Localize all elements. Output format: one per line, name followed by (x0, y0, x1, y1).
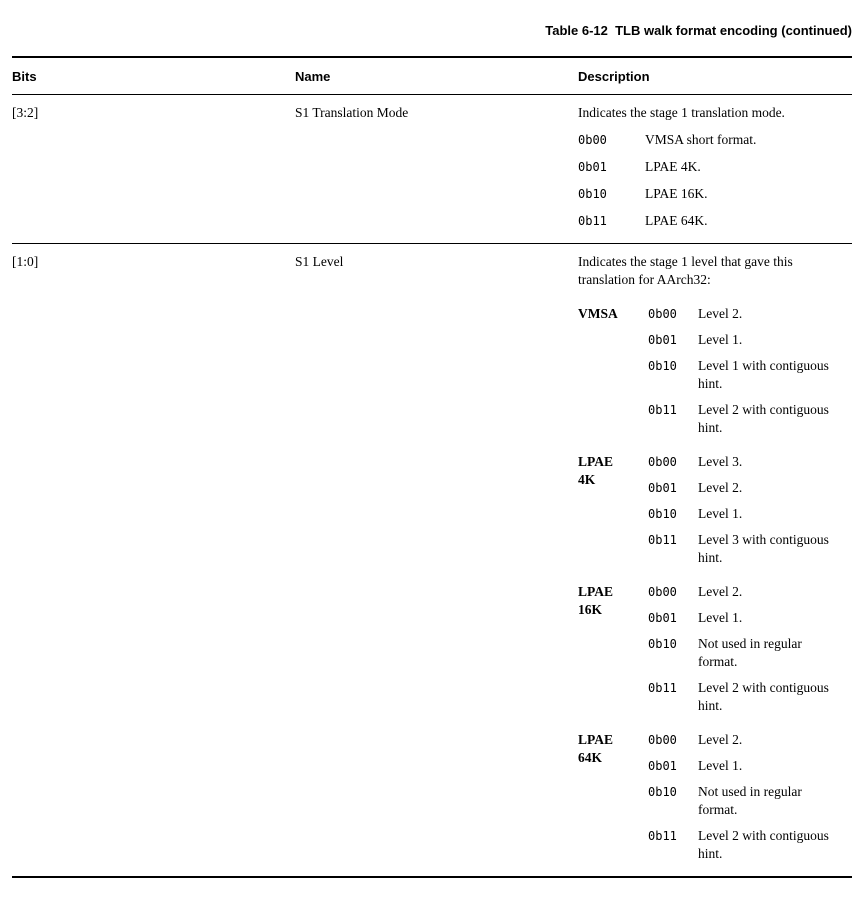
encoding-entry (648, 583, 836, 601)
encoding-code: 0b00 (578, 133, 607, 147)
encoding-meaning: Level 1 with contiguous hint. (698, 358, 829, 391)
column-header-description: Description (578, 69, 650, 84)
format-group-label: LPAE 16K (578, 584, 614, 617)
encoding-entry (578, 158, 852, 176)
encoding-entry (648, 635, 836, 671)
description-intro: Indicates the stage 1 translation mode. (578, 105, 785, 120)
encoding-entry (648, 505, 836, 523)
encoding-code: 0b11 (578, 214, 607, 228)
encoding-meaning: Level 2 with contiguous hint. (698, 680, 829, 713)
encoding-code: 0b01 (648, 333, 677, 347)
encoding-code: 0b11 (648, 829, 677, 843)
encoding-meaning: Level 1. (698, 506, 743, 521)
encoding-meaning: Not used in regular format. (698, 636, 802, 669)
bits-cell: [3:2] (12, 105, 39, 120)
encoding-entry (578, 212, 852, 230)
encoding-entry (648, 679, 836, 715)
encoding-meaning: Level 2. (698, 732, 743, 747)
encoding-meaning: Level 2. (698, 306, 743, 321)
encoding-code: 0b10 (648, 637, 677, 651)
encoding-code: 0b11 (648, 533, 677, 547)
encoding-code: 0b10 (648, 507, 677, 521)
column-header-name: Name (295, 69, 331, 84)
table-row (12, 95, 852, 243)
encoding-entry (648, 531, 836, 567)
format-group (578, 731, 852, 863)
encoding-entry (648, 609, 836, 627)
encoding-entry (648, 827, 836, 863)
encoding-meaning: Level 2. (698, 584, 743, 599)
format-group (578, 453, 852, 567)
name-cell: S1 Translation Mode (295, 105, 409, 120)
encoding-entry (648, 783, 836, 819)
encoding-meaning: LPAE 4K. (645, 159, 701, 174)
description-cell (578, 104, 852, 230)
encoding-meaning: Level 1. (698, 610, 743, 625)
encoding-entry (648, 731, 836, 749)
encoding-entry (648, 479, 836, 497)
encoding-meaning: Level 2. (698, 480, 743, 495)
format-group (578, 583, 852, 715)
encoding-code: 0b00 (648, 307, 677, 321)
encoding-entry (578, 185, 852, 203)
description-cell (578, 253, 852, 863)
table-header-row (12, 58, 852, 94)
bits-cell: [1:0] (12, 254, 39, 269)
encoding-code: 0b00 (648, 455, 677, 469)
encoding-entry (648, 453, 836, 471)
encoding-meaning: Level 3 with contiguous hint. (698, 532, 829, 565)
table-row (12, 244, 852, 876)
encoding-code: 0b01 (578, 160, 607, 174)
encoding-meaning: Level 2 with contiguous hint. (698, 828, 829, 861)
encoding-code: 0b01 (648, 611, 677, 625)
encoding-code: 0b10 (648, 359, 677, 373)
encoding-code: 0b01 (648, 481, 677, 495)
encoding-code: 0b00 (648, 585, 677, 599)
encoding-meaning: Level 1. (698, 758, 743, 773)
encoding-meaning: Not used in regular format. (698, 784, 802, 817)
encoding-meaning: Level 2 with contiguous hint. (698, 402, 829, 435)
encoding-entry (648, 331, 836, 349)
encoding-code: 0b00 (648, 733, 677, 747)
format-group-label: LPAE 4K (578, 454, 614, 487)
encoding-entry (648, 401, 836, 437)
encoding-entry (648, 357, 836, 393)
format-group-label: VMSA (578, 306, 618, 321)
encoding-meaning: LPAE 64K. (645, 213, 708, 228)
column-header-bits: Bits (12, 69, 37, 84)
format-group (578, 305, 852, 437)
encoding-entry (648, 305, 836, 323)
encoding-entry (578, 131, 852, 149)
name-cell: S1 Level (295, 254, 344, 269)
description-intro: Indicates the stage 1 level that gave this translation for AArch32: (578, 254, 793, 287)
encoding-meaning: LPAE 16K. (645, 186, 708, 201)
table-title: Table 6-12 TLB walk format encoding (continued) (545, 23, 852, 38)
encoding-code: 0b10 (578, 187, 607, 201)
encoding-meaning: Level 3. (698, 454, 743, 469)
encoding-code: 0b11 (648, 681, 677, 695)
encoding-entry (648, 757, 836, 775)
encoding-meaning: Level 1. (698, 332, 743, 347)
format-group-label: LPAE 64K (578, 732, 614, 765)
encoding-code: 0b01 (648, 759, 677, 773)
encoding-code: 0b10 (648, 785, 677, 799)
encoding-meaning: VMSA short format. (645, 132, 757, 147)
bottom-rule (12, 876, 852, 878)
encoding-code: 0b11 (648, 403, 677, 417)
